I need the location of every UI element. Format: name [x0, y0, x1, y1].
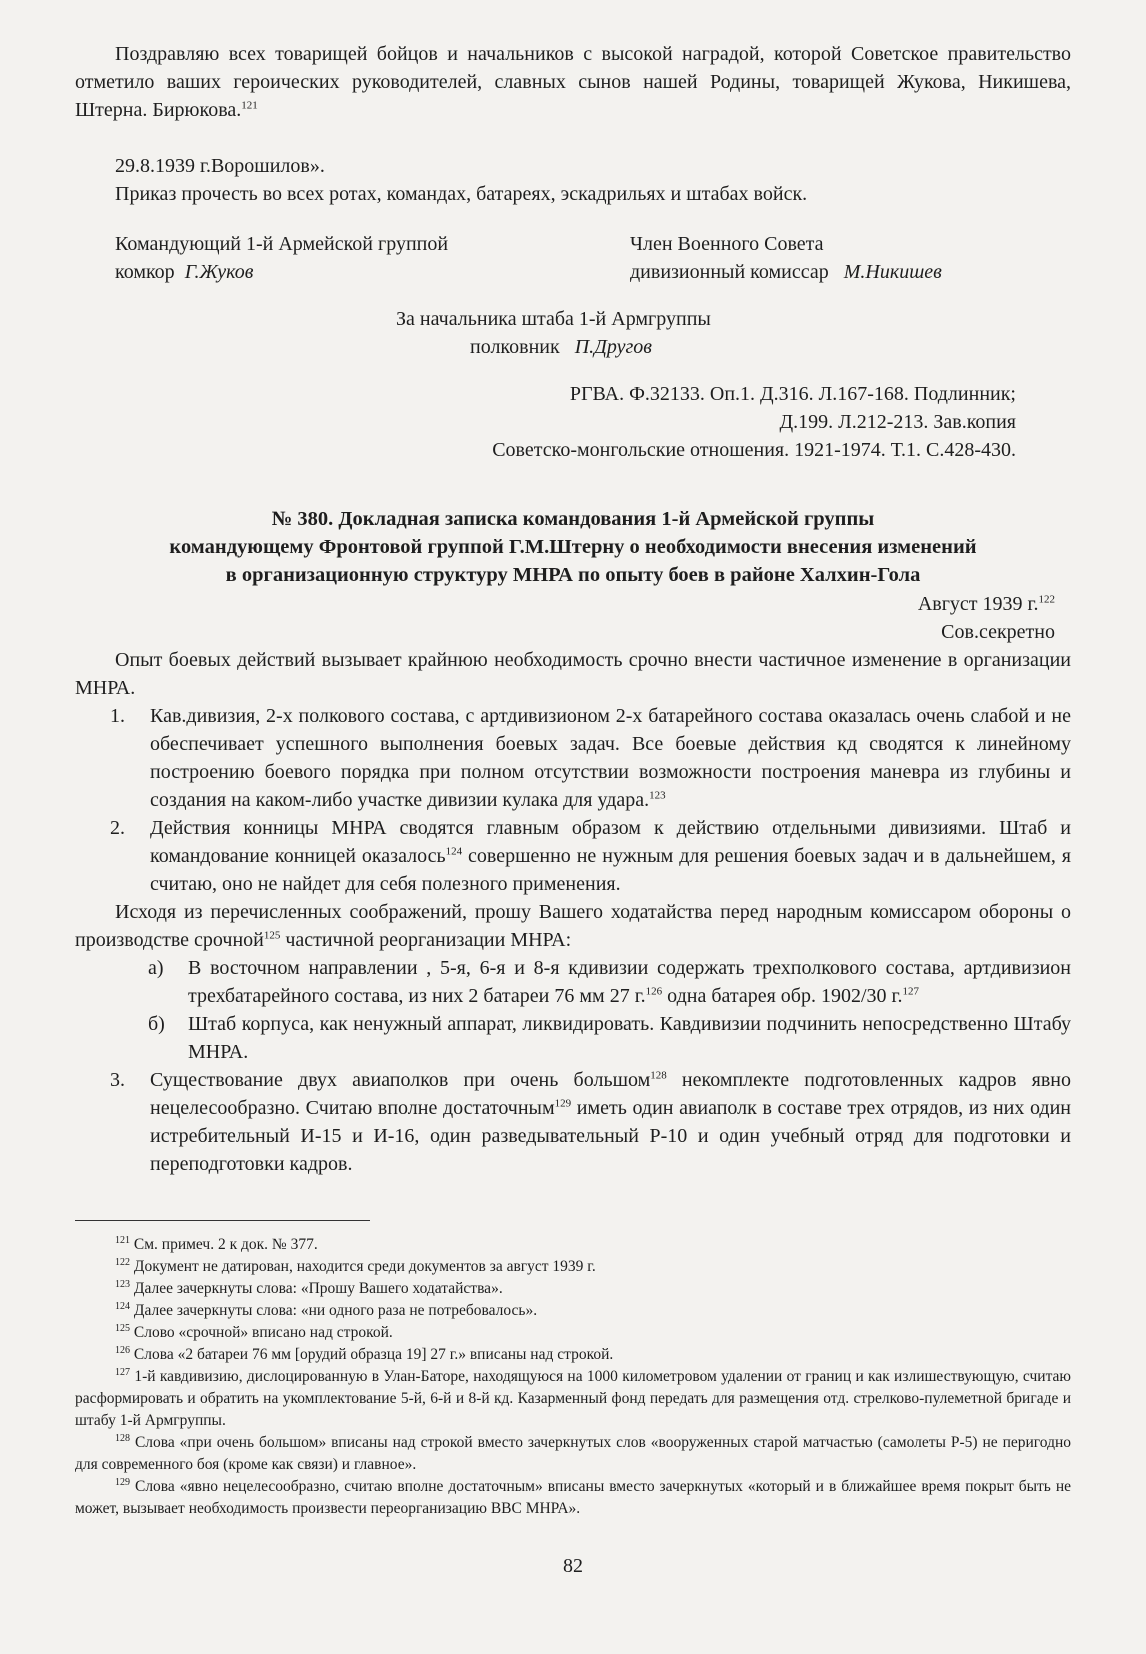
item-text: Существование двух авиаполков при очень большом: [150, 1069, 651, 1091]
order-line: Приказ прочесть во всех ротах, командах, батареях, эскадрильях и штабах войск.: [115, 183, 808, 205]
footnote: [75, 1322, 1071, 1344]
signature-left-name-line: [115, 258, 253, 286]
footnote-text: Слова «2 батареи 76 мм [орудий образца 19] 27 г.» вписаны над строкой.: [133, 1346, 614, 1363]
signature-center-name-line: [470, 333, 652, 361]
intro-text: Поздравляю всех товарищей бойцов и начальников с высокой наградой, которой Советское правительство отметило ваших героических руководителей, славных сынов нашей Родины, товарищей Жукова, Никишева, Штерна. Бирюкова.: [75, 43, 1071, 121]
title-line: в организационную структуру МНРА по опыту боев в районе Халхин-Гола: [225, 564, 921, 586]
footnote-text: См. примеч. 2 к док. № 377.: [133, 1236, 318, 1253]
item-text: некомплекте подготовленных кадров явно нецелесообразно. Считаю вполне достаточным: [150, 1069, 1072, 1119]
footnote: [75, 1256, 1071, 1278]
footnote-ref: 128: [650, 1069, 667, 1082]
footnotes: [75, 1234, 1071, 1520]
request-text: Исходя из перечисленных соображений, прошу Вашего ходатайства перед народным комиссаром обороны о производстве срочной: [75, 901, 1071, 951]
archive-line: РГВА. Ф.32133. Оп.1. Д.316. Л.167-168. Подлинник;: [569, 383, 1016, 405]
item-text: иметь один авиаполк в составе трех отрядов, из них один истребительный И-15 и И-16, один разведывательный Р-10 и один учебный отряд для подготовки и переподготовки кадров.: [150, 1097, 1071, 1175]
footnote-ref: 126: [645, 985, 663, 998]
document-title: [75, 505, 1071, 589]
title-line: командующему Фронтовой группой Г.М.Штерну о необходимости внесения изменений: [169, 536, 977, 558]
footnote: [75, 1234, 1071, 1256]
footnote: [75, 1300, 1071, 1322]
item-text: совершенно не нужным для решения боевых задач и в дальнейшем, я считаю, оно не найдет для себя полезного применения.: [150, 845, 1072, 895]
sub-item-text: Штаб корпуса, как ненужный аппарат, ликвидировать. Кавдивизии подчинить непосредственно Штабу МНРА.: [188, 1013, 1071, 1063]
footnote-ref: 123: [649, 789, 666, 802]
signature-left-name: Г.Жуков: [184, 261, 254, 283]
request-paragraph: [75, 898, 1071, 954]
signature-center-title: За начальника штаба 1-й Армгруппы: [396, 308, 711, 330]
item-text: В восточном направлении , 5-я, 6-я и 8-я кдивизии содержать трехполкового состава, артдивизион трехбатарейного состава, из них 2 батареи 76 мм 27 г.: [188, 957, 1071, 1007]
document-date: [918, 590, 1055, 618]
date-line: 29.8.1939 г.Ворошилов».: [115, 155, 325, 177]
archive-reference: [492, 380, 1016, 464]
footnote-number: 125: [115, 1322, 130, 1334]
footnote-number: 122: [115, 1256, 130, 1268]
archive-line: Д.199. Л.212-213. Зав.копия: [779, 411, 1016, 433]
footnote-ref: 122: [1038, 593, 1055, 606]
footnote-number: 129: [115, 1476, 130, 1488]
footnote-ref: 125: [263, 929, 281, 942]
signature-right-name: М.Никишев: [843, 261, 942, 283]
footnote: [75, 1476, 1071, 1520]
title-line: № 380. Докладная записка командования 1-й Армейской группы: [271, 508, 875, 530]
signature-left-rank: комкор: [115, 261, 175, 283]
footnote-text: Далее зачеркнуты слова: «Прошу Вашего ходатайства».: [133, 1280, 503, 1297]
document-date-text: Август 1939 г.: [917, 593, 1039, 615]
list-marker: б): [148, 1013, 165, 1035]
footnote: [75, 1366, 1071, 1432]
footnote-number: 127: [115, 1366, 130, 1378]
footnote-ref: 121: [241, 99, 258, 112]
signature-right-title: Член Военного Совета: [630, 233, 824, 255]
sub-item-text: [188, 954, 1071, 1010]
footnote-number: 124: [115, 1300, 130, 1312]
footnote-text: Документ не датирован, находится среди документов за август 1939 г.: [133, 1258, 596, 1275]
item-text: одна батарея обр. 1902/30 г.: [662, 985, 903, 1007]
footnote-text: Слово «срочной» вписано над строкой.: [133, 1324, 393, 1341]
request-text: частичной реорганизации МНРА:: [280, 929, 572, 951]
opening-paragraph: Опыт боевых действий вызывает крайнюю необходимость срочно внести частичное изменение в организации МНРА.: [75, 649, 1071, 699]
list-marker: 2.: [110, 817, 125, 839]
classification: Сов.секретно: [941, 621, 1055, 643]
item-text: Кав.дивизия, 2-х полкового состава, с артдивизионом 2-х батарейного состава оказалась очень слабой и не обеспечивает успешного выполнения боевых задач. Все боевые действия кд сводятся к линейному построению боевого порядка при полном отсутствии возможности построения маневра из глубины и создания на каком-либо участке дивизии кулака для удара.: [150, 705, 1071, 811]
footnote-ref: 127: [902, 985, 919, 998]
footnote-text: Слова «при очень большом» вписаны над строкой вместо зачеркнутых слов «вооруженных старой матчастью (самолеты Р-5) не перигодно для современного боя (кроме как связи) и главное».: [75, 1434, 1071, 1473]
list-marker: 1.: [110, 705, 125, 727]
item-text: Действия конницы МНРА сводятся главным образом к действию отдельными дивизиями. Штаб и командование конницей оказалось: [150, 817, 1071, 867]
footnote-text: 1-й кавдивизию, дислоцированную в Улан-Баторе, находящуюся на 1000 километровом удалении от границ и как излишествующую, считаю расформировать и обратить на укомплектование 5-й, 6-й и 8-й кд. Казарменный фонд передать для размещения отд. стрелково-пулеметной бригаде и штабу 1-й Армгруппы.: [75, 1368, 1071, 1429]
footnote-number: 123: [115, 1278, 130, 1290]
signature-center-name: П.Другов: [574, 336, 652, 358]
intro-paragraph: [75, 40, 1071, 124]
footnote-divider: [75, 1220, 370, 1221]
archive-line: Советско-монгольские отношения. 1921-1974. Т.1. С.428-430.: [492, 439, 1016, 461]
footnote-ref: 129: [554, 1097, 572, 1110]
footnote: [75, 1432, 1071, 1476]
signature-center-rank: полковник: [470, 336, 560, 358]
page-number: 82: [563, 1555, 583, 1577]
signature-right-name-line: [630, 258, 942, 286]
list-item-text: [150, 814, 1071, 898]
list-item-text: [150, 1066, 1071, 1178]
footnote: [75, 1278, 1071, 1300]
footnote-ref: 124: [445, 845, 463, 858]
footnote-text: Слова «явно нецелесообразно, считаю вполне достаточным» вписаны вместо зачеркнутых «который и в ближайшее время покрыт быть не может, вызывает необходимость произвести переорганизацию ВВС МНРА».: [75, 1478, 1071, 1517]
list-item-text: [150, 702, 1071, 814]
list-marker: а): [148, 957, 164, 979]
list-marker: 3.: [110, 1069, 125, 1091]
signature-right-rank: дивизионный комиссар: [630, 261, 829, 283]
footnote-number: 126: [115, 1344, 130, 1356]
footnote-text: Далее зачеркнуты слова: «ни одного раза не потребовалось».: [133, 1302, 538, 1319]
footnote-number: 121: [115, 1234, 130, 1246]
signature-left-title: Командующий 1-й Армейской группой: [115, 233, 449, 255]
footnote-number: 128: [115, 1432, 130, 1444]
footnote: [75, 1344, 1071, 1366]
